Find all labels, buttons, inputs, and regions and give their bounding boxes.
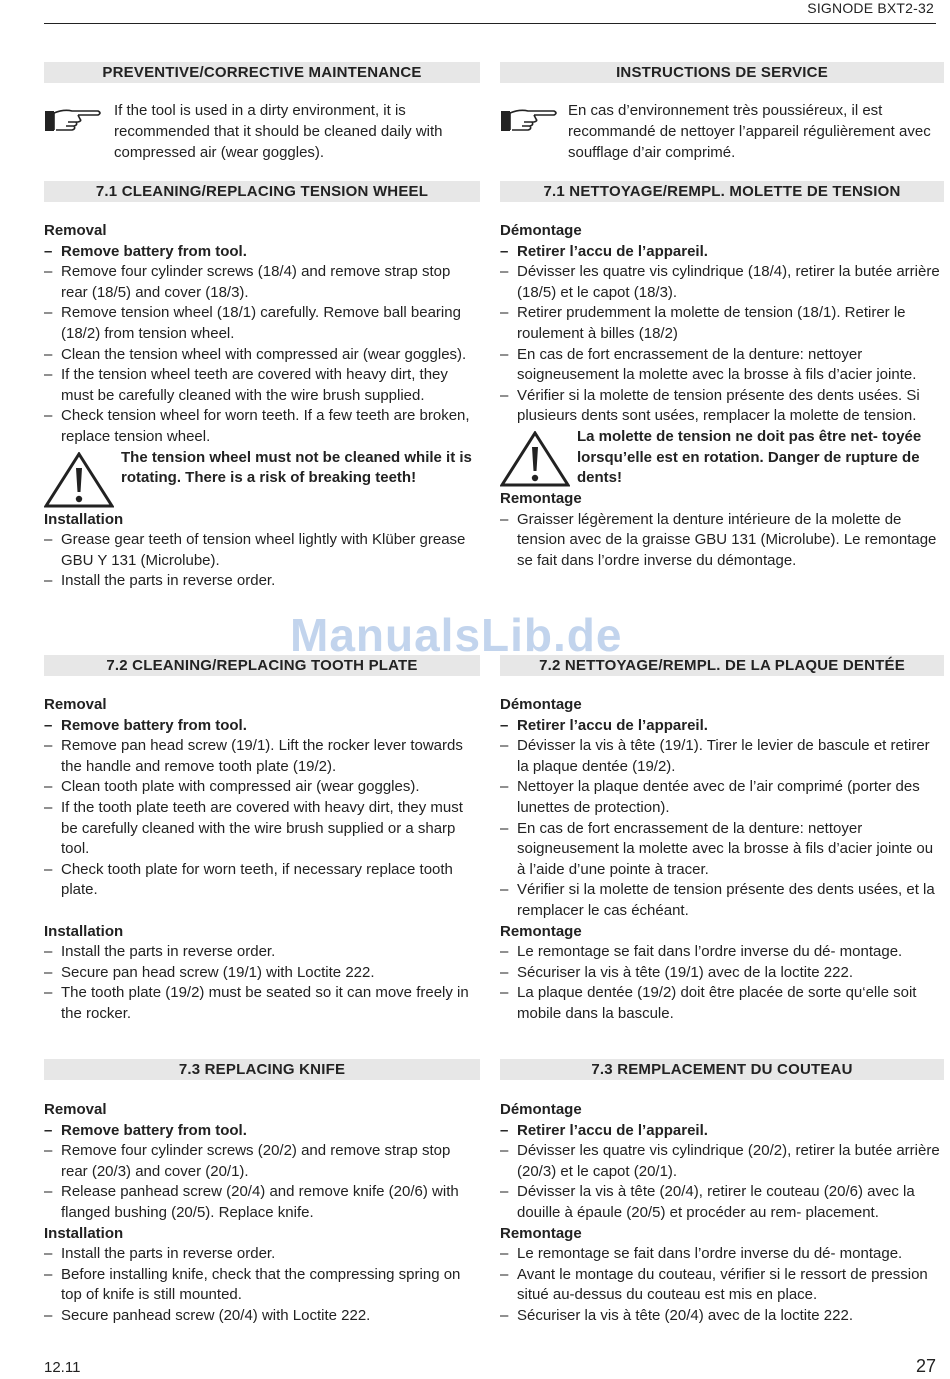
pointing-hand-icon — [44, 104, 104, 139]
list-item: – Dévisser les quatre vis cylindrique (18/4), retirer la butée arrière (18/5) et le capot (18/3). — [500, 262, 944, 303]
list-item: – Remove battery from tool. — [44, 716, 480, 737]
list-item: – Le remontage se fait dans l’ordre inverse du dé- montage. — [500, 942, 944, 963]
section-heading: 7.2 CLEANING/REPLACING TOOTH PLATE — [44, 655, 480, 676]
list-item: – Retirer l’accu de l’appareil. — [500, 1121, 944, 1142]
list-item: – Sécuriser la vis à tête (19/1) avec de la loctite 222. — [500, 963, 944, 984]
section-heading: 7.3 REPLACING KNIFE — [44, 1059, 480, 1080]
list-item: – Retirer l’accu de l’appareil. — [500, 242, 944, 263]
subheading-removal: Démontage — [500, 1101, 582, 1118]
list-item: – Graisser légèrement la denture intérieure de la molette de tension avec de la graisse GBU 131 (Microlube). Le remontage se fait dans l’ordre inverse du démontage. — [500, 510, 944, 572]
list-item: – Dévisser la vis à tête (19/1). Tirer le levier de bascule et retirer la plaque dentée (19/2). — [500, 736, 944, 777]
section-body — [44, 695, 480, 1025]
list-item: – If the tooth plate teeth are covered with heavy dirt, they must be carefully cleaned with the wire brush supplied or a sharp tool. — [44, 798, 480, 860]
list-item: – Dévisser la vis à tête (20/4), retirer le couteau (20/6) avec la douille à épaule (20/5) et procéder au rem- placement. — [500, 1182, 944, 1223]
section-heading: INSTRUCTIONS DE SERVICE — [500, 62, 944, 83]
list-item: – Remove four cylinder screws (20/2) and remove strap stop rear (20/3) and cover (20/1). — [44, 1141, 480, 1182]
section-7-1 — [500, 181, 944, 569]
list-item: – Grease gear teeth of tension wheel lightly with Klüber grease GBU Y 131 (Microlube). — [44, 530, 480, 571]
subheading-installation: Installation — [44, 1224, 124, 1242]
section-body — [500, 695, 944, 1025]
list-item: – Avant le montage du couteau, vérifier si le ressort de pression situé au-dessus du couteau est mis en place. — [500, 1265, 944, 1306]
list-item: – Remove battery from tool. — [44, 242, 480, 263]
note-text: En cas d’environnement très poussiéreux, il est recommandé de nettoyer l’appareil régulièrement avec soufflage d’air comprimé. — [568, 102, 931, 161]
list-item: – Secure panhead screw (20/4) with Loctite 222. — [44, 1306, 480, 1327]
list-item: – Install the parts in reverse order. — [44, 571, 480, 592]
list-item: – Dévisser les quatre vis cylindrique (20/2), retirer la butée arrière (20/3) et le capot (20/1). — [500, 1141, 944, 1182]
list-item: – Secure pan head screw (19/1) with Loctite 222. — [44, 963, 480, 984]
list-item: – Vérifier si la molette de tension présente des dents usées, et la remplacer le cas échéant. — [500, 880, 944, 921]
section-7-3 — [500, 1059, 944, 1324]
subheading-removal: Démontage — [500, 222, 582, 239]
header-rule — [44, 23, 936, 24]
warning-box — [44, 448, 480, 510]
list-item: – Retirer prudemment la molette de tension (18/1). Retirer le roulement à billes (18/2) — [500, 303, 944, 344]
list-item: – Remove tension wheel (18/1) carefully. Remove ball bearing (18/2) from tension wheel. — [44, 303, 480, 344]
section-maintenance — [500, 62, 944, 161]
list-item: – Check tension wheel for worn teeth. If a few teeth are broken, replace tension wheel. — [44, 406, 480, 447]
section-7-3 — [44, 1059, 480, 1324]
section-body — [44, 1100, 480, 1327]
list-item: – Sécuriser la vis à tête (20/4) avec de la loctite 222. — [500, 1306, 944, 1327]
subheading-removal: Removal — [44, 1101, 107, 1118]
list-item: – The tooth plate (19/2) must be seated so it can move freely in the rocker. — [44, 983, 480, 1024]
section-heading: 7.3 REMPLACEMENT DU COUTEAU — [500, 1059, 944, 1080]
subheading-installation: Remontage — [500, 489, 582, 507]
list-item: – Nettoyer la plaque dentée avec de l’air comprimé (porter des lunettes de protection). — [500, 777, 944, 818]
section-body — [500, 221, 944, 571]
list-item: – Le remontage se fait dans l’ordre inverse du dé- montage. — [500, 1244, 944, 1265]
section-body — [44, 221, 480, 592]
list-item: – Install the parts in reverse order. — [44, 1244, 480, 1265]
document-title: SIGNODE BXT2-32 — [807, 0, 934, 16]
cleaning-note — [44, 100, 480, 163]
note-text: If the tool is used in a dirty environment, it is recommended that it should be cleaned daily with compressed air (wear goggles). — [114, 102, 443, 161]
footer-date: 12.11 — [44, 1359, 81, 1376]
pointing-hand-icon — [500, 104, 560, 139]
warning-triangle-icon — [500, 431, 570, 494]
section-7-2 — [500, 655, 944, 1022]
section-maintenance — [44, 62, 480, 161]
list-item: – Clean the tension wheel with compressed air (wear goggles). — [44, 345, 480, 366]
subheading-installation: Remontage — [500, 922, 582, 940]
section-7-2 — [44, 655, 480, 1022]
subheading-installation: Installation — [44, 510, 124, 528]
warning-text: The tension wheel must not be cleaned while it is rotating. There is a risk of breaking teeth! — [121, 448, 472, 487]
subheading-removal: Removal — [44, 696, 107, 713]
list-item: – Remove battery from tool. — [44, 1121, 480, 1142]
warning-box — [500, 427, 944, 489]
warning-text: La molette de tension ne doit pas être net- toyée lorsqu’elle est en rotation. Danger de rupture de dents! — [577, 427, 922, 487]
list-item: – En cas de fort encrassement de la denture: nettoyer soigneusement la molette avec la brosse à fils d’acier jointe. — [500, 345, 944, 386]
list-item: – Check tooth plate for worn teeth, if necessary replace tooth plate. — [44, 860, 480, 901]
page-number: 27 — [915, 1356, 936, 1376]
section-heading: 7.1 NETTOYAGE/REMPL. MOLETTE DE TENSION — [500, 181, 944, 202]
list-item: – La plaque dentée (19/2) doit être placée de sorte qu‘elle soit mobile dans la bascule. — [500, 983, 944, 1024]
section-7-1 — [44, 181, 480, 590]
list-item: – Remove pan head screw (19/1). Lift the rocker lever towards the handle and remove tooth plate (19/2). — [44, 736, 480, 777]
section-body — [500, 1100, 944, 1327]
section-heading: PREVENTIVE/CORRECTIVE MAINTENANCE — [44, 62, 480, 83]
watermark: ManualsLib.de — [290, 609, 623, 661]
subheading-installation: Installation — [44, 922, 124, 940]
list-item: – Release panhead screw (20/4) and remove knife (20/6) with flanged bushing (20/5). Replace knife. — [44, 1182, 480, 1223]
list-item: – Before installing knife, check that the compressing spring on top of knife is still mounted. — [44, 1265, 480, 1306]
subheading-removal: Removal — [44, 222, 107, 239]
section-heading: 7.1 CLEANING/REPLACING TENSION WHEEL — [44, 181, 480, 202]
list-item: – Remove four cylinder screws (18/4) and remove strap stop rear (18/5) and cover (18/3). — [44, 262, 480, 303]
list-item: – Vérifier si la molette de tension présente des dents usées. Si plusieurs dents sont usées, remplacer la molette de tension. — [500, 386, 944, 427]
list-item: – Install the parts in reverse order. — [44, 942, 480, 963]
list-item: – Clean tooth plate with compressed air (wear goggles). — [44, 777, 480, 798]
list-item: – If the tension wheel teeth are covered with heavy dirt, they must be carefully cleaned with the wire brush supplied. — [44, 365, 480, 406]
section-heading: 7.2 NETTOYAGE/REMPL. DE LA PLAQUE DENTÉE — [500, 655, 944, 676]
subheading-installation: Remontage — [500, 1224, 582, 1242]
list-item: – En cas de fort encrassement de la denture: nettoyer soigneusement la molette avec la brosse à fils d’acier jointe ou à l’aide d’une pointe à tracer. — [500, 819, 944, 881]
subheading-removal: Démontage — [500, 696, 582, 713]
cleaning-note — [500, 100, 944, 163]
warning-triangle-icon — [44, 452, 114, 515]
list-item: – Retirer l’accu de l’appareil. — [500, 716, 944, 737]
